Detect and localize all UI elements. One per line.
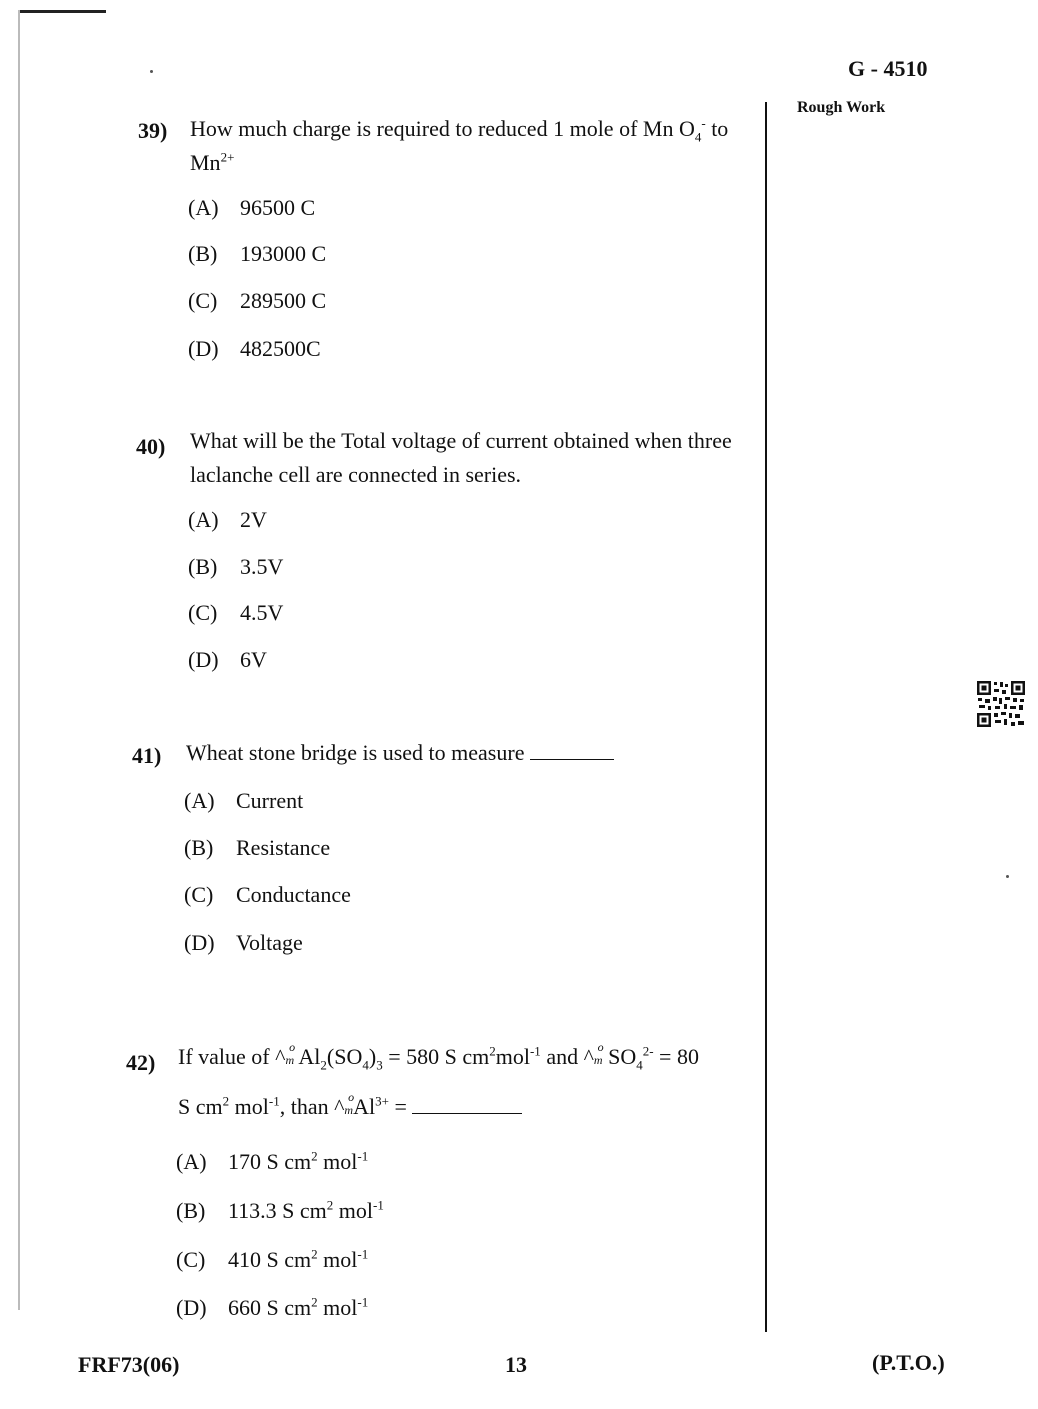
option-text: mol [317,1149,358,1174]
option [184,835,330,861]
option-text: mol [317,1247,358,1272]
question-text-part: = 580 S cm [382,1044,490,1069]
question-text-part: = 80 [653,1044,699,1069]
corner-mark [20,10,106,13]
scan-speck [1006,875,1009,878]
question-text [186,736,746,770]
option [188,647,267,673]
option-text: Resistance [236,835,331,860]
option-label: (A) [176,1149,207,1174]
molar-conductivity-symbol [275,1040,296,1069]
option-label: (A) [184,788,215,813]
question-text-part: Al [353,1094,376,1119]
question-text [178,1090,766,1127]
option-label: (D) [188,647,219,672]
scan-speck [150,70,153,73]
lambda-superscript: o [289,1040,296,1054]
page-number: 13 [505,1352,527,1377]
question-text-part: What will be the Total voltage of current obtained when three [190,428,732,453]
question-text-part: (SO [326,1044,363,1069]
option-label: (C) [188,600,218,625]
superscript: -1 [373,1197,384,1213]
superscript: - [701,115,706,131]
question-number: 40) [136,434,166,459]
paper-code: FRF73(06) [78,1352,180,1377]
option-text: 289500 C [240,288,327,313]
question-text-part: = [388,1094,413,1119]
superscript: 2 [222,1093,230,1109]
molar-conductivity-symbol [334,1090,355,1119]
option-text: mol [317,1295,358,1320]
question-text-part: laclanche cell are connected in series. [190,462,522,487]
column-divider [765,102,767,1332]
question-text-part: mol [229,1094,269,1119]
option [188,554,283,580]
option-label: (B) [188,241,218,266]
superscript: 2 [489,1043,496,1059]
option [176,1247,368,1273]
option-text: Conductance [236,882,351,907]
page-code: G - 4510 [848,56,928,81]
question-text-part: ) [368,1044,377,1069]
option-text: 96500 C [240,195,316,220]
option-label: (C) [184,882,214,907]
option-text: 3.5V [240,554,284,579]
option [184,930,303,956]
answer-blank [412,1113,522,1114]
question-text-part: Wheat stone bridge is used to measure [186,740,525,765]
lambda-superscript: o [348,1090,355,1104]
option-text: Current [236,788,304,813]
subscript: 2 [320,1057,327,1073]
superscript: -1 [357,1294,369,1310]
option-text: 113.3 S cm [228,1198,327,1223]
option-label: (C) [188,288,218,313]
question-text [190,112,760,180]
question-text-part: If value of [178,1044,276,1069]
question-number: 42) [126,1050,156,1075]
option-label: (C) [176,1247,206,1272]
question-text-part: and [540,1044,584,1069]
question-text [178,1040,766,1077]
question-text-part: Mn [190,150,221,175]
lambda-subscript: m [285,1053,295,1067]
option-label: (B) [176,1198,206,1223]
option [176,1149,368,1175]
option-label: (B) [184,835,214,860]
superscript: -1 [357,1246,369,1262]
superscript: -1 [529,1043,541,1059]
option-text: mol [333,1198,374,1223]
subscript: 4 [362,1057,369,1073]
subscript: 3 [376,1057,383,1073]
question-text-part: mol [495,1044,530,1069]
lambda-glyph: ^ [275,1044,286,1069]
left-margin-line [18,10,20,1310]
rough-work-label: Rough Work [797,99,886,116]
option-label: (A) [188,195,219,220]
superscript: 2+ [220,149,235,165]
option [188,241,326,267]
option [188,336,321,362]
superscript: 2 [311,1246,318,1262]
superscript: 2 [311,1294,318,1310]
subscript: 4 [694,129,702,145]
superscript: 2- [642,1043,654,1059]
lambda-subscript: m [344,1103,354,1117]
question-text-part: How much charge is required to reduced 1 mole of Mn O [190,116,695,141]
option-label: (D) [176,1295,207,1320]
option-text: 660 S cm [228,1295,312,1320]
option [184,788,303,814]
answer-blank [530,759,614,760]
pto-label: (P.T.O.) [872,1350,945,1375]
option-label: (A) [188,507,219,532]
molar-conductivity-symbol [583,1040,604,1069]
option [188,507,267,533]
question-text-part: SO [602,1044,637,1069]
option-label: (D) [188,336,219,361]
option-label: (B) [188,554,218,579]
qr-code-icon [976,680,1026,728]
option [188,600,283,626]
superscript: 2 [311,1148,318,1164]
option-text: 170 S cm [228,1149,312,1174]
option [176,1295,368,1321]
question-text-part: S cm [178,1094,223,1119]
question-number: 39) [138,118,168,143]
option-text: 4.5V [240,600,284,625]
lambda-superscript: o [597,1040,604,1054]
question-text-part: to [705,116,729,141]
question-text [190,424,765,492]
option [188,195,315,221]
option [184,882,351,908]
superscript: 3+ [375,1093,389,1109]
option [176,1198,384,1224]
lambda-glyph: ^ [334,1094,345,1119]
lambda-subscript: m [593,1053,603,1067]
question-text-part: , than [279,1094,335,1119]
option-text: Voltage [236,930,303,955]
option-text: 193000 C [240,241,327,266]
question-text-part: Al [294,1044,321,1069]
option-text: 482500C [240,336,321,361]
question-number: 41) [132,743,162,768]
option-label: (D) [184,930,215,955]
option-text: 2V [240,507,267,532]
superscript: -1 [268,1093,280,1109]
option [188,288,326,314]
subscript: 4 [636,1057,643,1073]
superscript: 2 [326,1197,334,1213]
option-text: 410 S cm [228,1247,312,1272]
lambda-glyph: ^ [583,1044,594,1069]
option-text: 6V [240,647,267,672]
superscript: -1 [357,1148,369,1164]
